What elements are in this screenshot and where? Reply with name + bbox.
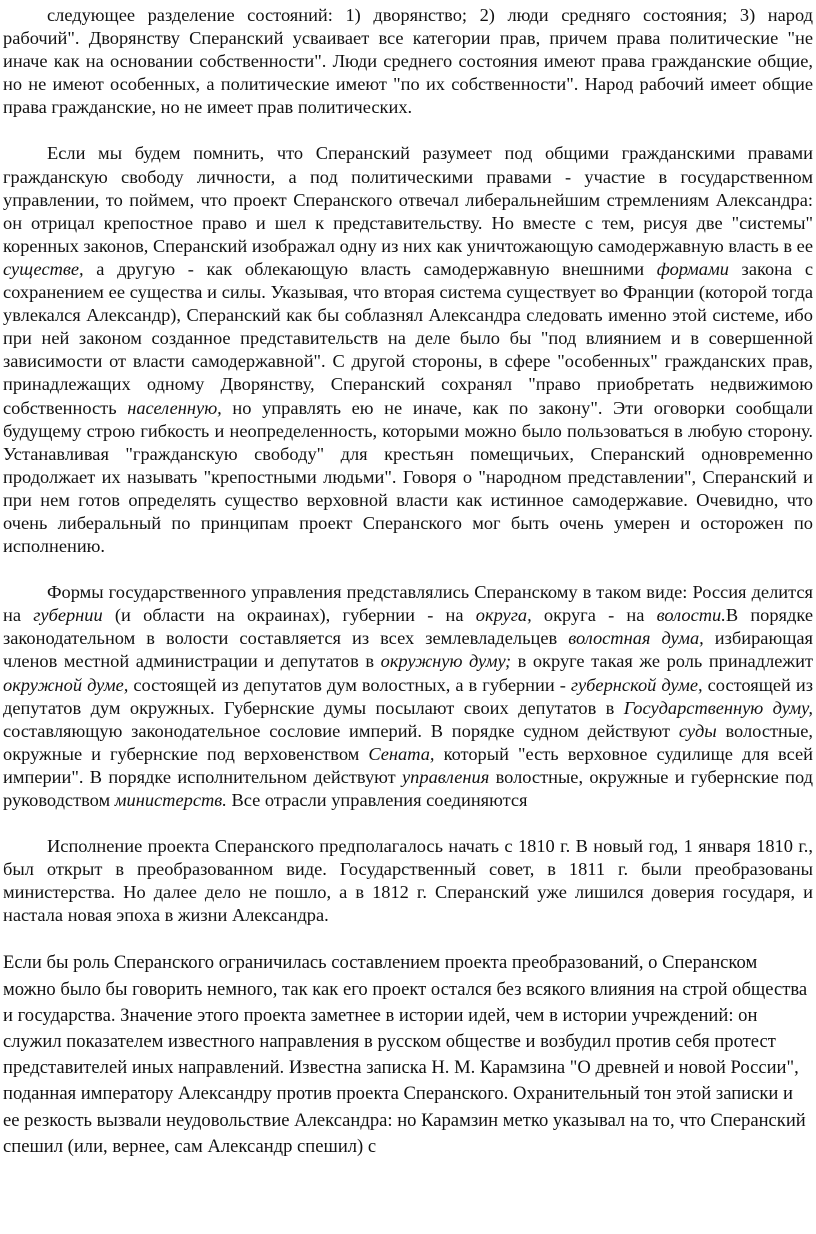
text-segment: В порядке законодательном в волости составляется из всех землевладельцев (3, 605, 814, 649)
italic-segment: волостная дума, (568, 628, 704, 649)
paragraph-gap (3, 119, 813, 142)
italic-segment: волости. (656, 605, 726, 626)
text-segment: в округе такая же роль принадлежит (511, 651, 813, 672)
text-segment: состоящей из депутатов дум окружных. Губернские думы посылают своих депутатов в (3, 674, 813, 718)
italic-segment: Государственную думу, (623, 697, 814, 718)
italic-segment: губернии (33, 605, 103, 626)
italic-segment: формами (656, 258, 729, 279)
text-segment: Формы государственного управления представлялись Сперанскому в таком виде: Россия делится на (3, 582, 813, 626)
paragraph-gap (3, 927, 813, 950)
italic-segment: существе, (3, 258, 84, 279)
text-segment: округа - на (531, 605, 657, 626)
italic-segment: губернской думе, (570, 674, 703, 695)
italic-segment: суды (678, 720, 717, 741)
paragraph-speransky-liberalism (3, 142, 813, 558)
text-segment: (и области на окраинах), губернии - на (102, 605, 476, 626)
text-segment: Если мы будем помнить, что Сперанский разумеет под общими гражданскими правами гражданскую свободу личности, а под политическими правами - участие в государственном управлении, то поймем, что проект Сперанского отвечал либеральнейшим стремлениям Александра: он отрицал крепостное право и шел к представительству. Но вместе с тем, рисуя две "системы" коренных законов, Сперанский изображал одну из них как уничтожающую самодержавную власть в ее (3, 143, 813, 256)
paragraph-karamzin-note (3, 950, 813, 1160)
text-segment: Если бы роль Сперанского ограничилась составлением проекта преобразований, о Сперанском можно было бы говорить немного, так как его проект остался без всякого влияния на строй общества и государства. Значение этого проекта заметнее в истории идей, чем в истории учреждений: он служил показателем известного направления в русском обществе и возбудил против себя протест представителей иных направлений. Известна записка Н. М. Карамзина "О древней и новой России", поданная императору Александру против проекта Сперанского. Охранительный тон этой записки и ее резкость вызвали неудовольствие Александра: но Карамзин метко указывал на то, что Сперанский спешил (или, вернее, сам Александр спешил) с (3, 952, 808, 1157)
italic-segment: окружной думе, (3, 674, 129, 695)
text-segment: Все отрасли управления соединяются (226, 790, 528, 810)
text-segment: волостные, окружные и губернские под руководством (3, 766, 813, 810)
italic-segment: округа, (475, 605, 532, 626)
italic-segment: министерств. (114, 790, 227, 810)
text-segment: составляющую законодательное сословие империй. В порядке судном действуют (3, 720, 679, 741)
text-segment: состоящей из депутатов дум волостных, а в губернии - (128, 674, 571, 695)
paragraph-government-forms (3, 581, 813, 812)
italic-segment: управления (402, 766, 490, 787)
text-segment: а другую - как облекающую власть самодержавную внешними (83, 258, 657, 279)
text-segment: закона с сохранением ее существа и силы. Указывая, что вторая система существует во Франции (которой тогда увлекался Александр), Сперанский как бы соблазнял Александра следовать именно этой системе, ибо при ней законом созданное представительств на деле было бы "под влиянием и в совершенной зависимости от власти самодержавной". С другой стороны, в сфере "особенных" гражданских прав, принадлежащих одному Дворянству, Сперанский сохранял "право приобретать недвижимою собственность (3, 258, 813, 418)
italic-segment: Сената, (368, 743, 435, 764)
paragraph-project-execution (3, 835, 813, 927)
text-segment: волостные, окружные и губернские под верховенством (3, 720, 813, 764)
text-segment: но управлять ею не иначе, как по закону". Эти оговорки сообщали будущему строю гибкость и неопределенность, которыми можно было пользоваться в любую сторону. Устанавливая "гражданскую свободу" для крестьян помещичьих, Сперанский одновременно продолжает их называть "крепостными людьми". Говоря о "народном представлении", Сперанский и при нем готов определять существо верховной власти как истинное самодержавие. Очевидно, что очень либеральный по принципам проект Сперанского мог быть очень умерен и осторожен по исполнению. (3, 397, 813, 557)
italic-segment: населенную, (127, 397, 222, 418)
text-segment: который "есть верховное судилище для всей империи". В порядке исполнительном действуют (3, 743, 814, 787)
text-segment: избирающая членов местной администрации и депутатов в (3, 628, 813, 672)
paragraph-estates (3, 4, 813, 119)
text-segment: Исполнение проекта Сперанского предполагалось начать с 1810 г. В новый год, 1 января 1810 г., был открыт в преобразованном виде. Государственный совет, в 1811 г. были преобразованы министерства. Но далее дело не пошло, а в 1812 г. Сперанский уже лишился доверия государя, и настала новая эпоха в жизни Александра. (3, 836, 813, 926)
paragraph-gap (3, 812, 813, 835)
paragraph-gap (3, 558, 813, 581)
italic-segment: окружную думу; (380, 651, 512, 672)
text-segment: следующее разделение состояний: 1) дворянство; 2) люди средняго состояния; 3) народ рабочий". Дворянству Сперанский усваивает все категории прав, причем права политические "не иначе как на основании собственности". Люди среднего состояния имеют права гражданские общие, но не имеют особенных, а политические имеют "по их собственности". Народ рабочий имеет общие права гражданские, но не имеет прав политических. (3, 5, 813, 118)
